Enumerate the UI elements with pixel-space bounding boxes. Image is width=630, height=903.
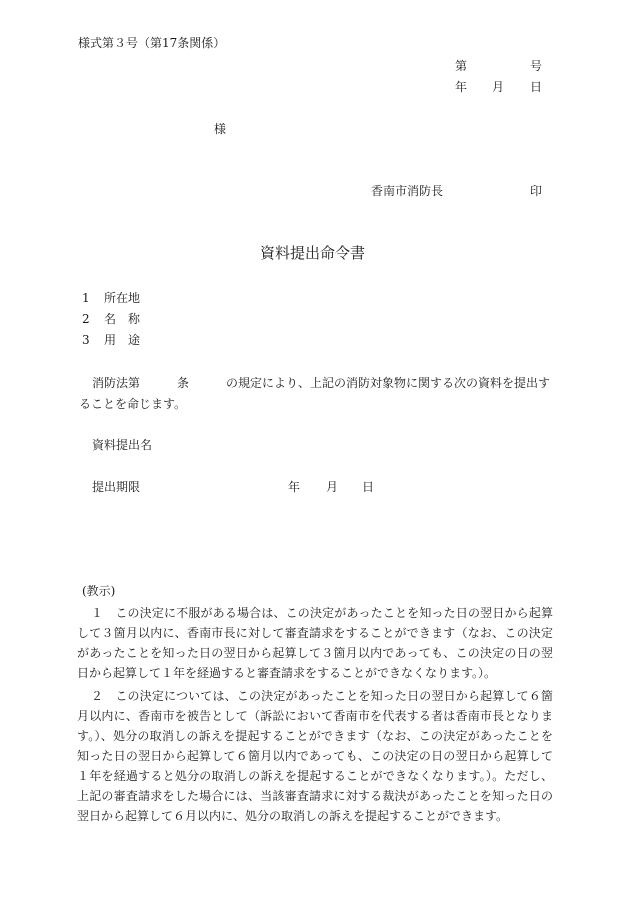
- doc-number-dai: 第: [455, 59, 468, 73]
- doc-number-go: 号: [530, 59, 543, 73]
- item-number: 1: [82, 291, 90, 305]
- order-text-line1: の規定により、上記の消防対象物に関する次の資料を提出す: [226, 376, 551, 390]
- date-day: 日: [530, 80, 543, 94]
- order-text-line2: ることを命じます。: [79, 397, 187, 411]
- order-article: 条: [177, 376, 190, 390]
- item-label: 名 称: [104, 312, 141, 326]
- notice-heading: (教示): [82, 584, 116, 598]
- material-name-label: 資料提出名: [92, 438, 153, 452]
- order-law-prefix: 消防法第: [92, 376, 141, 390]
- deadline-label: 提出期限: [92, 480, 141, 494]
- notice-paragraph-2: ２ この決定については、この決定があったことを知った日の翌日から起算して６箇月以内に、香南市を被告として（訴訟において香南市を代表する者は香南市長となります。）、処分の取消しの訴えを提起することができます（なお、この決定があったことを知った日の翌日から起算して６箇月以内であっても、この決定の日の翌日から起算して１年を経過すると処分の取消しの訴えを提起することができなくなります。）。ただし、上記の審査請求をした場合には、当該審査請求に対する裁決があったことを知った日の翌日から起算して６月以内に、処分の取消しの訴えを提起することができます。: [77, 689, 553, 823]
- addressee-sama: 様: [214, 122, 227, 136]
- deadline-month: 月: [326, 480, 339, 494]
- item-label: 用 途: [104, 333, 141, 347]
- deadline-day: 日: [362, 480, 375, 494]
- item-label: 所在地: [104, 291, 141, 305]
- deadline-year: 年: [288, 480, 301, 494]
- date-month: 月: [492, 80, 505, 94]
- issuer-seal: 印: [530, 184, 543, 198]
- item-number: 2: [82, 312, 90, 326]
- document-title: 資料提出命令書: [260, 244, 366, 262]
- date-year: 年: [455, 80, 468, 94]
- issuer-name: 香南市消防長: [371, 184, 444, 198]
- notice-paragraph-1: １ この決定に不服がある場合は、この決定があったことを知った日の翌日から起算して３箇月以内に、香南市長に対して審査請求をすることができます（なお、この決定があったことを知った日の翌日から起算して３箇月以内であっても、この決定の日の翌日から起算して１年を経過すると審査請求をすることができなくなります。）。: [77, 606, 553, 680]
- form-label: 様式第３号（第17条関係）: [78, 36, 226, 50]
- item-number: 3: [82, 333, 90, 347]
